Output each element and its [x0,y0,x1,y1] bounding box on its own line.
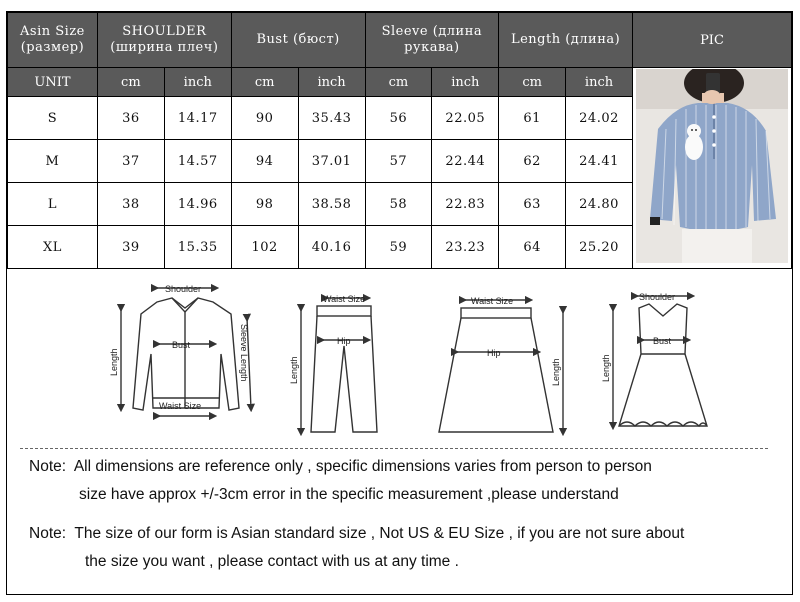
cell-sleeve-inch: 23.23 [432,226,499,269]
measurement-diagram [7,268,792,448]
header-shoulder: SHOULDER (ширина плеч) [97,13,231,68]
unit-inch: inch [432,68,499,97]
size-chart-sheet [6,11,793,595]
divider [20,448,768,449]
cell-size: XL [8,226,98,269]
shirt-sleeve-label: Sleeve Length [239,324,249,382]
shirt-diagram [121,288,251,416]
skirt-waist-label: Waist Size [471,296,514,306]
cell-sleeve-cm: 57 [365,140,432,183]
pants-diagram [301,298,377,432]
cell-shoulder-cm: 37 [97,140,164,183]
pants-hip-label: Hip [337,336,351,346]
cell-shoulder-inch: 14.96 [164,183,231,226]
cell-bust-inch: 40.16 [298,226,365,269]
cell-bust-inch: 37.01 [298,140,365,183]
cell-shoulder-cm: 36 [97,97,164,140]
cell-length-cm: 61 [499,97,566,140]
note-1-text: All dimensions are reference only , specific dimensions varies from person to person [73,458,652,475]
cell-bust-cm: 90 [231,97,298,140]
cell-shoulder-cm: 39 [97,226,164,269]
header-size: Asin Size (размер) [8,13,98,68]
note-2-prefix: Note: [29,525,67,542]
unit-inch: inch [298,68,365,97]
cell-length-cm: 63 [499,183,566,226]
shirt-shoulder-label: Shoulder [165,284,202,294]
unit-cm: cm [97,68,164,97]
product-photo-cell [632,68,791,269]
cell-sleeve-cm: 59 [365,226,432,269]
skirt-length-label: Length [551,358,561,386]
unit-cm: cm [231,68,298,97]
pants-length-label: Length [289,356,299,384]
note-1-line-1 [29,458,652,476]
cell-sleeve-cm: 56 [365,97,432,140]
dress-shoulder-label: Shoulder [639,292,676,302]
skirt-diagram [439,300,563,432]
dress-diagram [613,296,707,426]
cell-bust-cm: 102 [231,226,298,269]
cell-length-inch: 24.41 [566,140,633,183]
dress-length-label: Length [601,354,611,382]
cell-length-inch: 24.80 [566,183,633,226]
cell-size: S [8,97,98,140]
unit-cm: cm [499,68,566,97]
cell-shoulder-cm: 38 [97,183,164,226]
cell-shoulder-inch: 14.17 [164,97,231,140]
shirt-length-label: Length [109,348,119,376]
cell-length-inch: 24.02 [566,97,633,140]
cell-length-cm: 64 [499,226,566,269]
shirt-waist-label: Waist Size [159,401,202,411]
cell-bust-inch: 35.43 [298,97,365,140]
cell-bust-cm: 94 [231,140,298,183]
shirt-bust-label: Bust [172,340,191,350]
unit-inch: inch [566,68,633,97]
unit-cm: cm [365,68,432,97]
note-2-line-2: the size you want , please contact with us at any time . [85,553,459,570]
unit-label: UNIT [8,68,98,97]
note-1-prefix: Note: [29,458,67,475]
header-pic: PIC [632,13,791,68]
product-photo [636,69,788,263]
cell-sleeve-inch: 22.44 [432,140,499,183]
unit-inch: inch [164,68,231,97]
note-1-line-2: size have approx +/-3cm error in the specific measurement ,please understand [79,486,619,503]
cell-bust-inch: 38.58 [298,183,365,226]
note-2-line-1 [29,525,684,543]
cell-sleeve-inch: 22.05 [432,97,499,140]
pants-waist-label: Waist Size [323,294,366,304]
size-table [7,12,792,269]
cell-bust-cm: 98 [231,183,298,226]
cell-sleeve-inch: 22.83 [432,183,499,226]
cell-size: M [8,140,98,183]
cell-sleeve-cm: 58 [365,183,432,226]
dress-bust-label: Bust [653,336,672,346]
note-2-text: The size of our form is Asian standard size , Not US & EU Size , if you are not sure about [74,525,685,542]
header-length: Length (длина) [499,13,633,68]
cell-shoulder-inch: 15.35 [164,226,231,269]
cell-length-inch: 25.20 [566,226,633,269]
cell-size: L [8,183,98,226]
skirt-hip-label: Hip [487,348,501,358]
cell-shoulder-inch: 14.57 [164,140,231,183]
header-bust: Bust (бюст) [231,13,365,68]
cell-length-cm: 62 [499,140,566,183]
header-sleeve: Sleeve (длина рукава) [365,13,499,68]
